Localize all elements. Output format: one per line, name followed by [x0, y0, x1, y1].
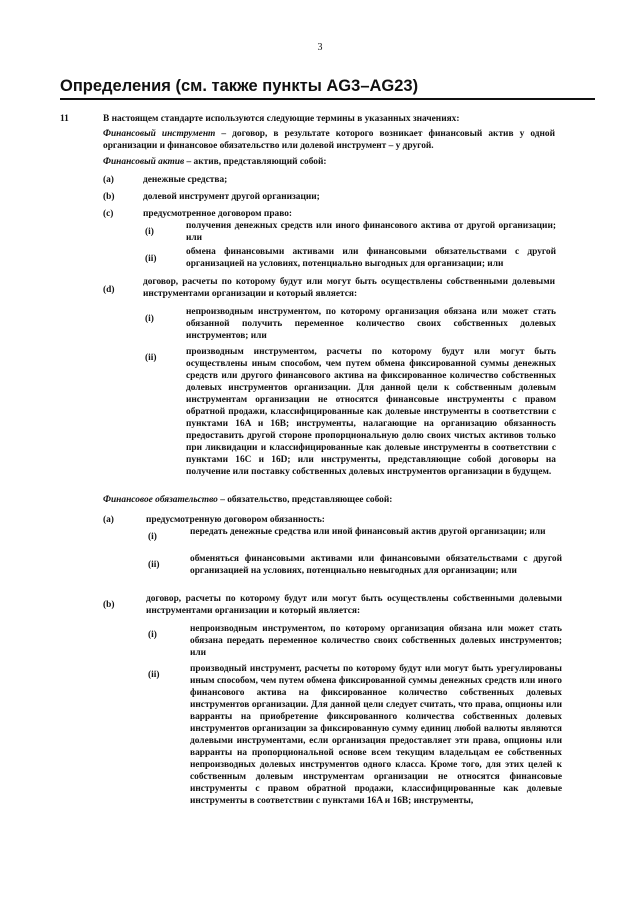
subitem-marker: (i): [148, 630, 157, 640]
item-marker: (d): [103, 285, 115, 295]
list-subitem: производный инструмент, расчеты по которому будут или могут быть урегулированы иным способом, чем путем обмена фиксированной суммы денежных средств или иного финансового актива на фиксированное количество собственных долевых инструментов организации. Для данной цели следует считать, что права, опционы или варранты на приобретение фиксированного количества собственных долевых инструментов организации за фиксированную сумму единиц любой валюты являются долевыми инструментами, если организация предоставляет эти права, опционы или варранты на пропорциональной основе всем текущим владельцам ее собственных непроизводных долевых инструментов одного класса. Кроме того, для этих целей к собственным долевым инструментам организации не относятся финансовые инструменты с правом обратной продажи, классифицированные как долевые инструменты в соответствии с пунктами 16A и 16B; инструменты,: [190, 664, 562, 806]
paragraph-number: 11: [60, 114, 69, 124]
definition-text: – обязательство, представляющее собой:: [217, 495, 393, 505]
page-number: 3: [317, 42, 323, 53]
list-item: денежные средства;: [143, 175, 228, 185]
term-financial-liability: Финансовое обязательство: [103, 495, 218, 505]
item-marker: (a): [103, 515, 114, 525]
list-item: предусмотренное договором право:: [143, 209, 293, 219]
list-subitem: обменяться финансовыми активами или финансовыми обязательствами с другой организацией на условиях, потенциально невыгодных для организации; или: [190, 554, 562, 576]
term-financial-asset: Финансовый актив: [103, 157, 185, 167]
intro-text: В настоящем стандарте используются следующие термины в указанных значениях:: [103, 114, 460, 124]
definition-financial-instrument: [103, 128, 555, 152]
subitem-marker: (ii): [148, 670, 160, 680]
definition-text: – актив, представляющий собой:: [184, 157, 327, 167]
term-financial-instrument: Финансовый инструмент: [103, 129, 216, 139]
subitem-marker: (ii): [145, 254, 157, 264]
subitem-marker: (i): [145, 227, 154, 237]
list-subitem: непроизводным инструментом, по которому организация обязана или может стать обязана передать переменное количество своих собственных долевых инструментов; или: [190, 624, 562, 658]
subitem-marker: (i): [145, 314, 154, 324]
subitem-marker: (ii): [148, 560, 160, 570]
item-marker: (b): [103, 192, 115, 202]
section-heading: Определения (см. также пункты AG3–AG23): [60, 76, 595, 100]
item-marker: (a): [103, 175, 114, 185]
list-subitem: обмена финансовыми активами или финансовыми обязательствами с другой организацией на условиях, потенциально выгодных для организации; или: [186, 247, 556, 269]
definition-text: – договор, в результате которого возникает финансовый актив у одной организации и финансовое обязательство или долевой инструмент – у другой.: [103, 129, 555, 151]
subitem-marker: (i): [148, 532, 157, 542]
list-item: долевой инструмент другой организации;: [143, 192, 320, 202]
list-subitem: производным инструментом, расчеты по которому будут или могут быть осуществлены иным способом, чем путем обмена фиксированной суммы денежных средств или другого финансового актива на фиксированное количество собственных долевых инструментов организации. Для данной цели к собственным долевым инструментам организации не относятся финансовые инструменты с правом обратной продажи, классифицированные как долевые инструменты в соответствии с пунктами 16A и 16B; инструменты, налагающие на организацию обязанность предоставить другой стороне пропорциональную долю своих чистых активов только при ликвидации и классифицированные как долевые инструменты в соответствии с пунктами 16C и 16D; или инструменты, представляющие собой договоры на получение или поставку собственных долевых инструментов организации в будущем.: [186, 347, 556, 477]
list-subitem: передать денежные средства или иной финансовый актив другой организации; или: [190, 527, 546, 537]
list-item: предусмотренную договором обязанность:: [146, 515, 325, 525]
item-marker: (b): [103, 600, 115, 610]
definition-financial-liability: [103, 494, 555, 506]
list-item: договор, расчеты по которому будут или могут быть осуществлены собственными долевыми инструментами организации и который является:: [143, 277, 555, 299]
list-item: договор, расчеты по которому будут или могут быть осуществлены собственными долевыми инструментами организации и который является:: [146, 594, 562, 616]
item-marker: (c): [103, 209, 114, 219]
subitem-marker: (ii): [145, 353, 157, 363]
list-subitem: получения денежных средств или иного финансового актива от другой организации; или: [186, 221, 556, 243]
definition-financial-asset: [103, 156, 555, 168]
list-subitem: непроизводным инструментом, по которому организация обязана или может стать обязанной получить переменное количество своих собственных долевых инструментов; или: [186, 307, 556, 341]
